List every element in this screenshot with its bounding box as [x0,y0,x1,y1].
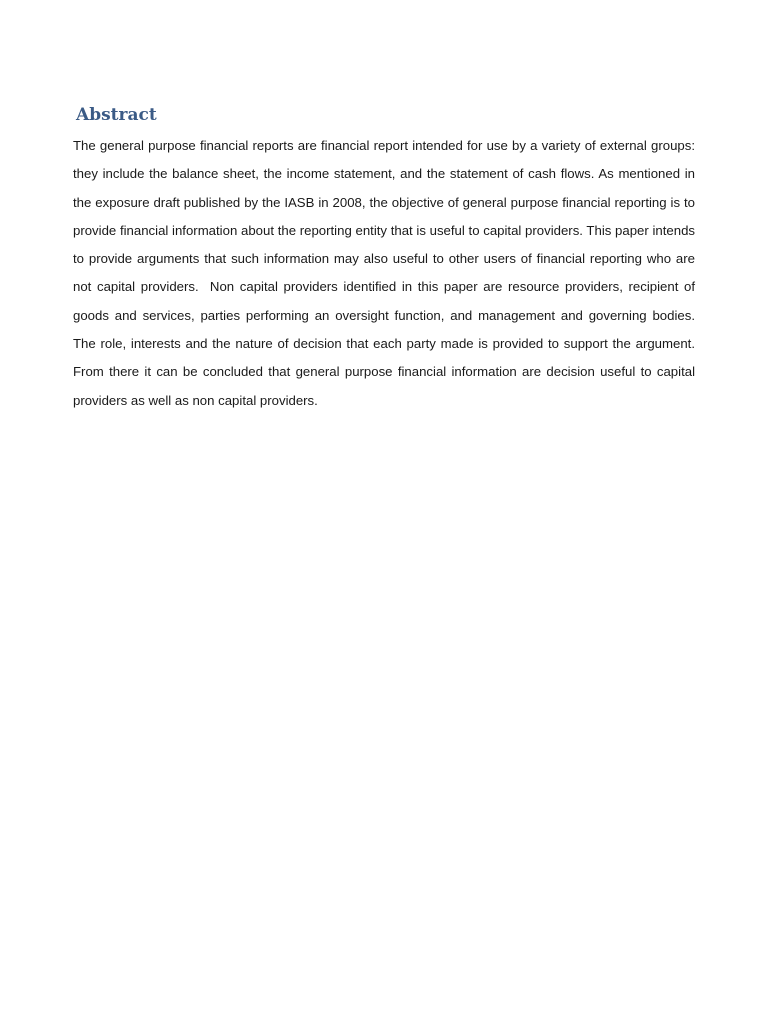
abstract-paragraph: The general purpose financial reports are financial report intended for use by a variety of external groups: they include the balance sheet, the income statement, and the statement of cash flows. As mentioned in the exposure draft published by the IASB in 2008, the objective of general purpose financial reporting is to provide financial information about the reporting entity that is useful to capital providers. This paper intends to provide arguments that such information may also useful to other users of financial reporting who are not capital providers. Non capital providers identified in this paper are resource providers, recipient of goods and services, parties performing an oversight function, and management and governing bodies. The role, interests and the nature of decision that each party made is provided to support the argument. From there it can be concluded that general purpose financial information are decision useful to capital providers as well as non capital providers. [73,138,699,408]
abstract-heading: Abstract [76,105,157,125]
